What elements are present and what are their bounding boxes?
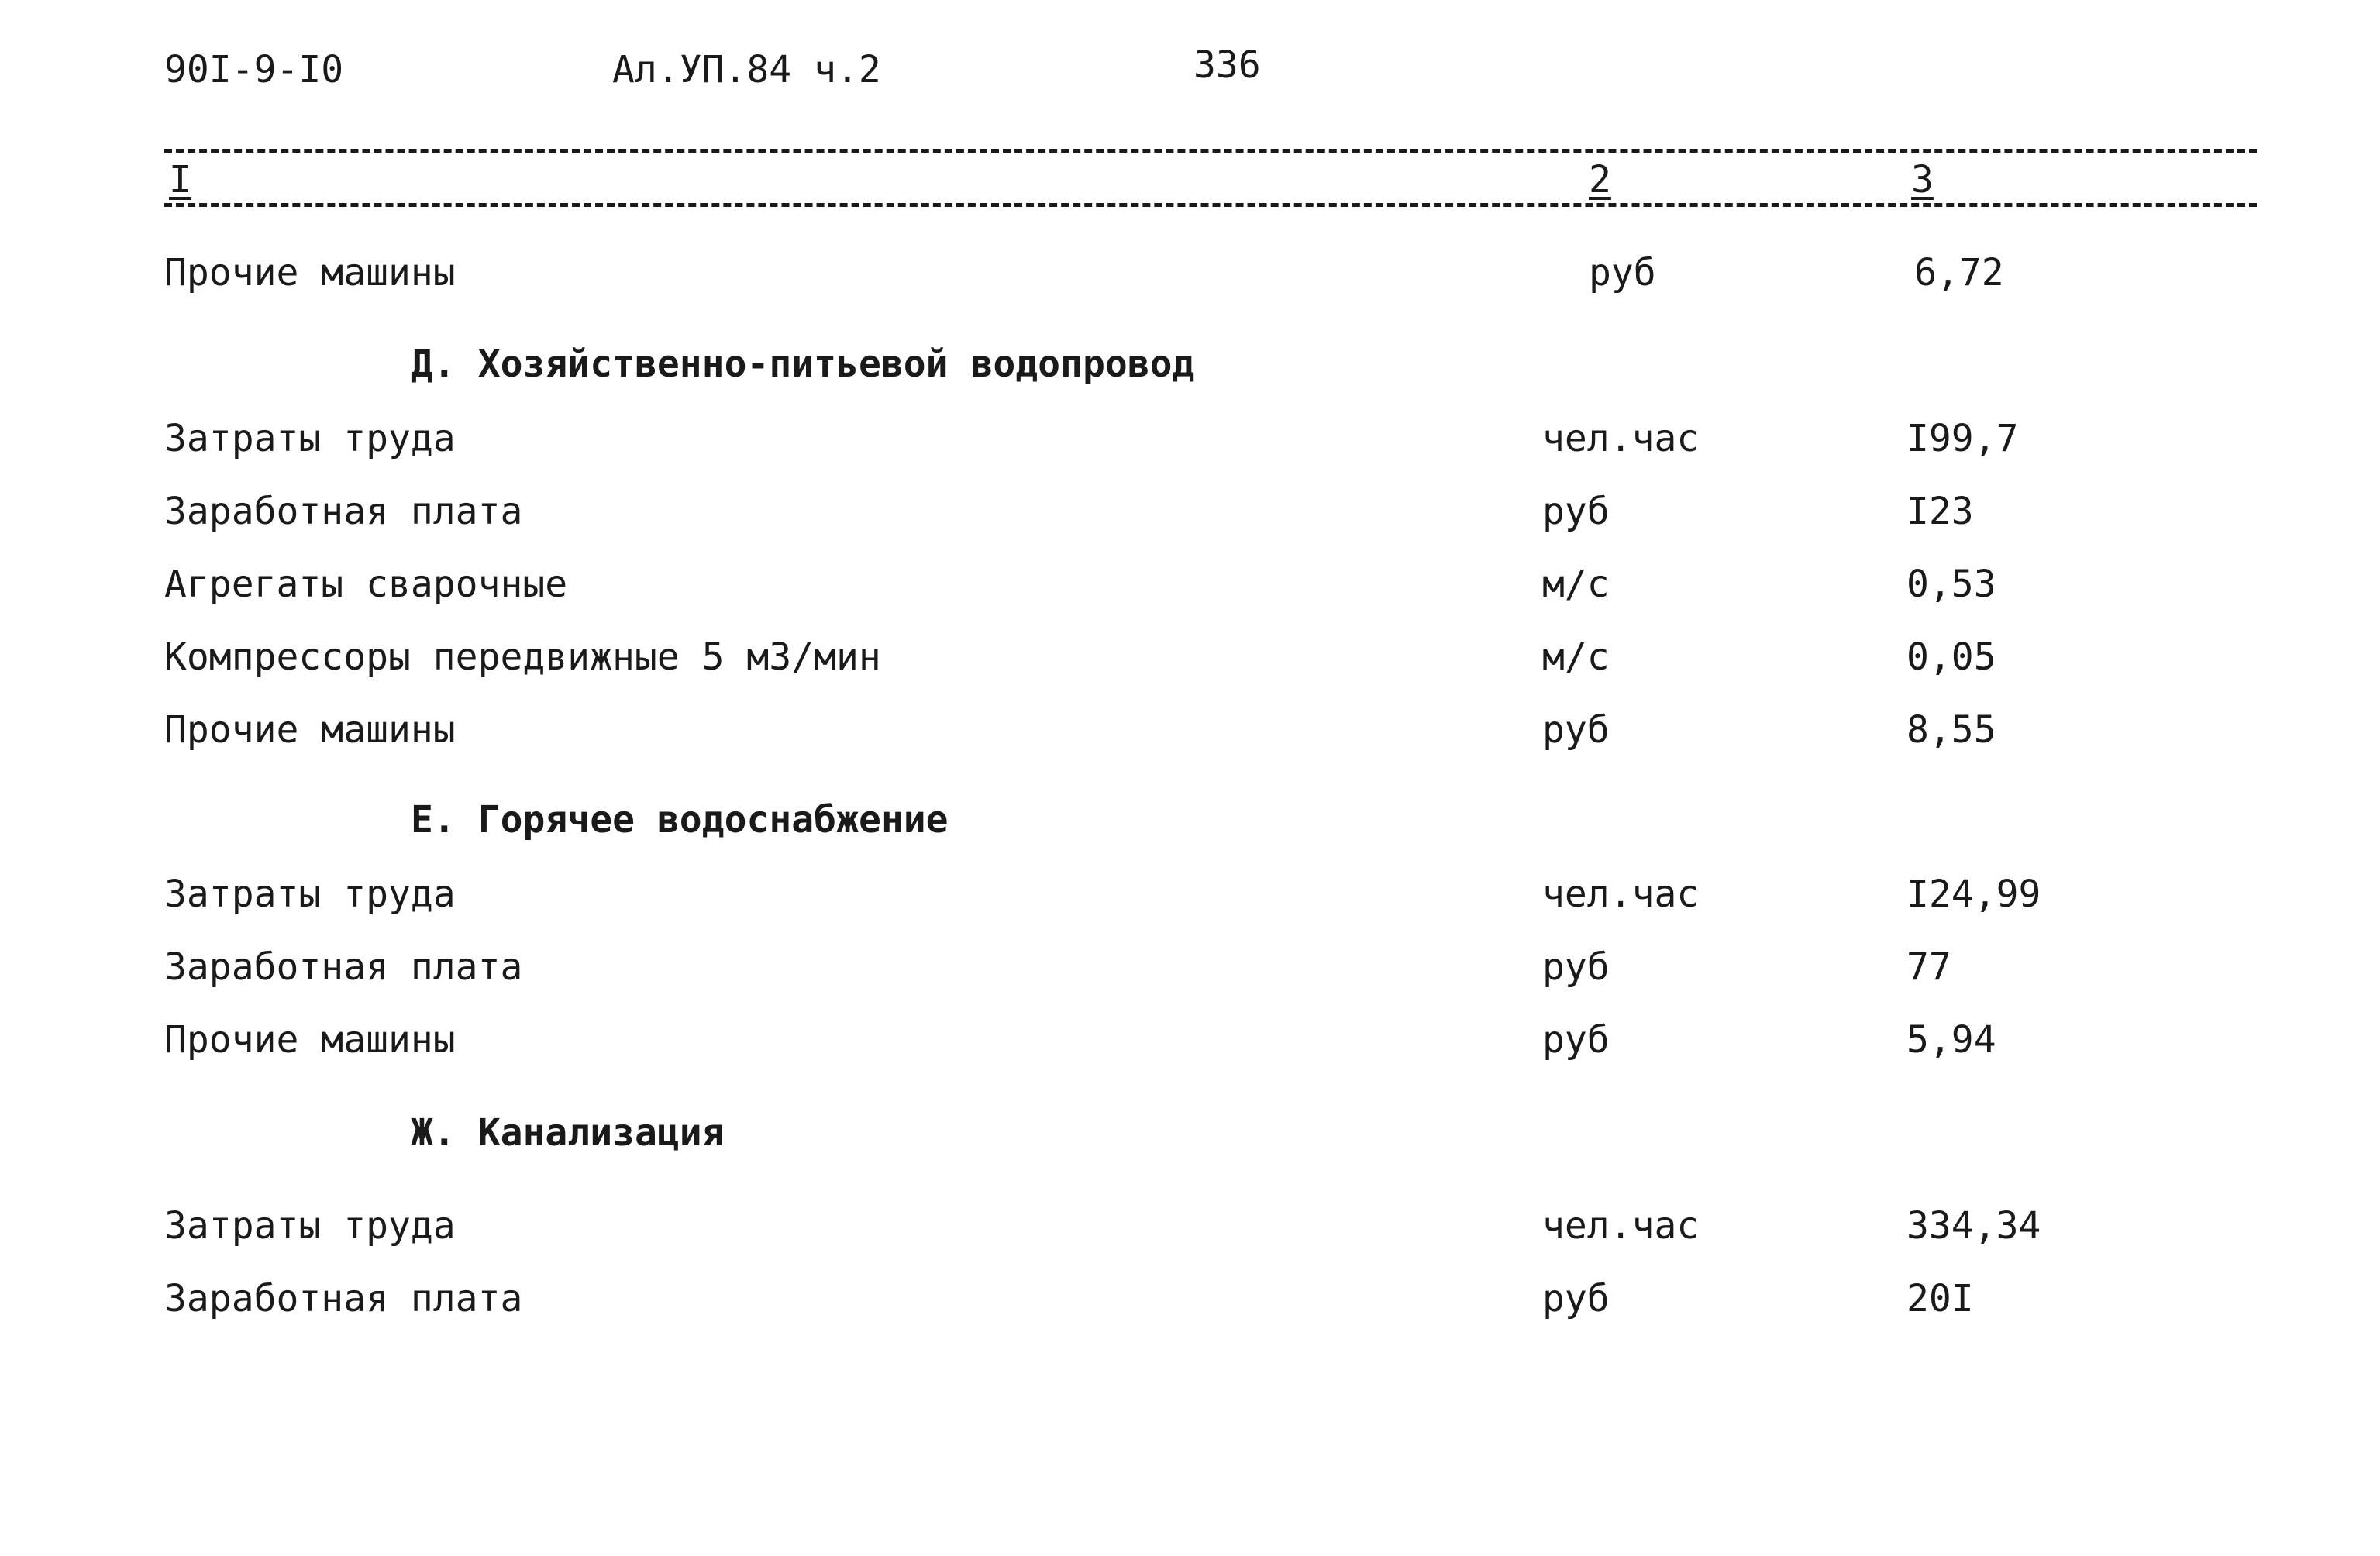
row-value: 20I	[1906, 1277, 1974, 1320]
row-name: Прочие машины	[164, 708, 456, 752]
row-value: 5,94	[1906, 1018, 1996, 1062]
table-row	[0, 634, 2380, 680]
table-row	[0, 250, 2380, 296]
album-reference: Ал.УП.84 ч.2	[612, 48, 881, 91]
row-name: Агрегаты сварочные	[164, 563, 568, 606]
column-3-label: 3	[1911, 158, 1934, 201]
row-value: 0,05	[1906, 635, 1996, 679]
table-row	[0, 1017, 2380, 1063]
row-unit: руб	[1542, 708, 1610, 752]
row-value: 6,72	[1914, 251, 2004, 294]
row-name: Заработная плата	[164, 1277, 523, 1320]
column-2-label: 2	[1589, 158, 1611, 201]
table-row	[0, 707, 2380, 753]
row-value: I24,99	[1906, 873, 2041, 916]
row-name: Затраты труда	[164, 873, 456, 916]
row-name: Прочие машины	[164, 251, 456, 294]
row-unit: чел.час	[1542, 873, 1700, 916]
table-row	[0, 415, 2380, 462]
row-name: Прочие машины	[164, 1018, 456, 1062]
table-row	[0, 944, 2380, 990]
table-header-rule	[164, 203, 2257, 207]
section-title: Ж. Канализация	[411, 1111, 725, 1155]
row-unit: м/с	[1542, 635, 1610, 679]
page-number: 336	[1193, 43, 1261, 87]
row-unit: м/с	[1542, 563, 1610, 606]
row-value: 0,53	[1906, 563, 1996, 606]
row-name: Компрессоры передвижные 5 м3/мин	[164, 635, 881, 679]
row-value: I99,7	[1906, 417, 2019, 460]
table-top-rule	[164, 149, 2257, 153]
row-unit: руб	[1542, 490, 1610, 533]
row-name: Затраты труда	[164, 417, 456, 460]
table-row	[0, 871, 2380, 917]
row-unit: чел.час	[1542, 417, 1700, 460]
table-row	[0, 1203, 2380, 1249]
table-row	[0, 561, 2380, 608]
row-value: 334,34	[1906, 1204, 2041, 1248]
section-title: Д. Хозяйственно-питьевой водопровод	[411, 343, 1195, 386]
row-unit: руб	[1542, 1277, 1610, 1320]
row-value: I23	[1906, 490, 1974, 533]
row-name: Затраты труда	[164, 1204, 456, 1248]
section-title: Е. Горячее водоснабжение	[411, 798, 949, 842]
doc-code: 90I-9-I0	[164, 48, 344, 91]
row-unit: руб	[1542, 1018, 1610, 1062]
row-unit: чел.час	[1542, 1204, 1700, 1248]
row-name: Заработная плата	[164, 945, 523, 989]
row-unit: руб	[1542, 945, 1610, 989]
row-value: 77	[1906, 945, 1951, 989]
table-row	[0, 1275, 2380, 1322]
table-row	[0, 488, 2380, 535]
column-1-label: I	[169, 158, 191, 201]
row-name: Заработная плата	[164, 490, 523, 533]
row-value: 8,55	[1906, 708, 1996, 752]
row-unit: руб	[1589, 251, 1656, 294]
